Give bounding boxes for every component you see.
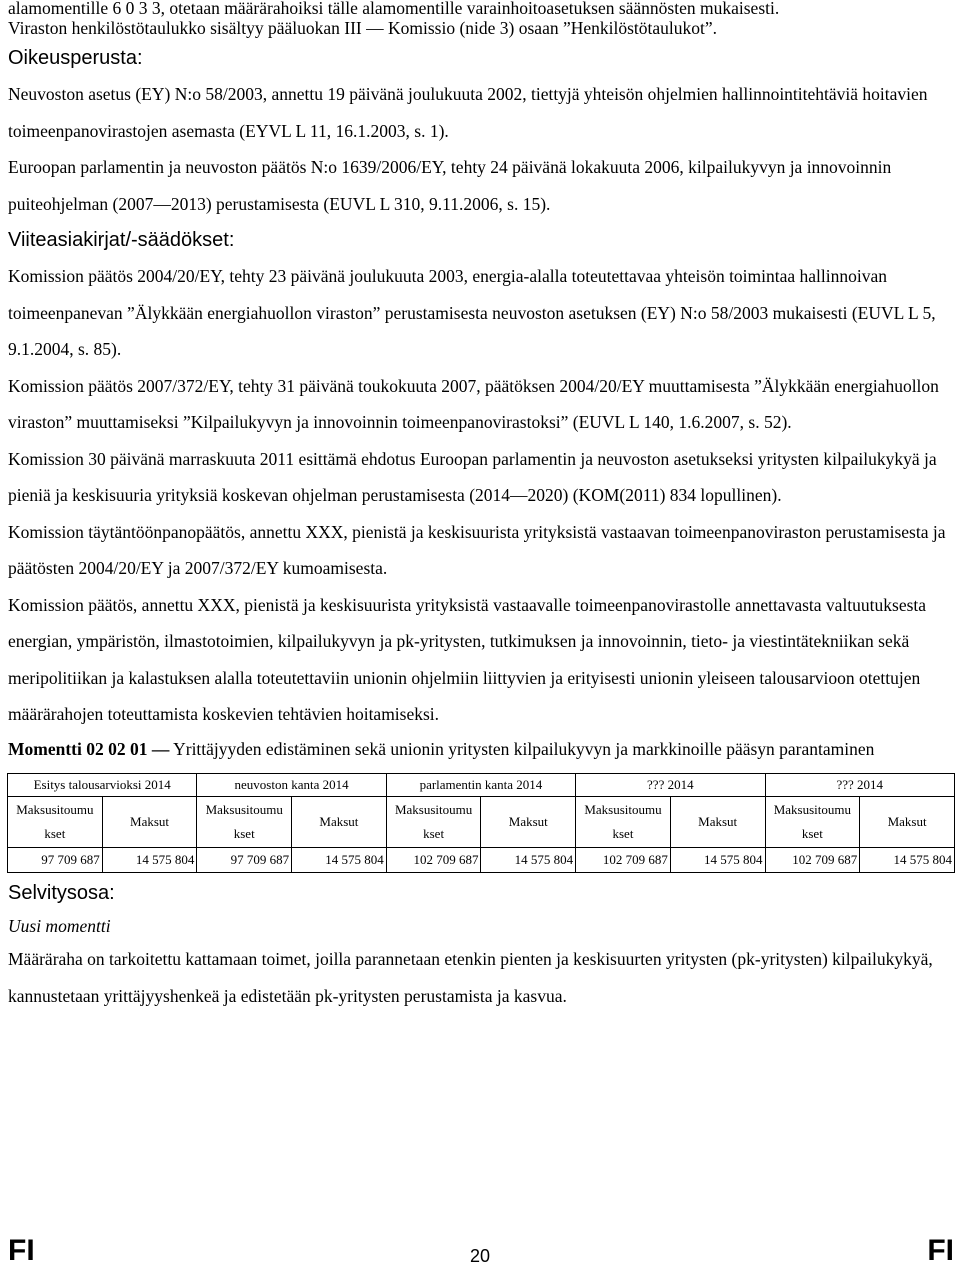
paragraph-reference-2: Komission päätös 2007/372/EY, tehty 31 päivänä toukokuuta 2007, päätöksen 2004/20/EY muuttamisesta ”Älykkään energiahuollon viraston” muuttamiseksi ”Kilpailukyvyn ja innovoinnin toimeenpanovirastoksi” (EUVL L 140, 1.6.2007, s. 52). xyxy=(8,375,939,432)
budget-value-cell: 14 575 804 xyxy=(102,848,197,873)
item-title: Yrittäjyyden edistäminen sekä unionin yritysten kilpailukyvyn ja markkinoille pääsyn parantaminen xyxy=(173,738,875,759)
budget-payments-header: Maksut xyxy=(860,797,955,848)
item-dash: — xyxy=(151,738,170,759)
document-body xyxy=(8,0,954,733)
paragraph-intro-2: Viraston henkilöstötaulukko sisältyy pääluokan III — Komissio (nide 3) osaan ”Henkilöstötaulukot”. xyxy=(8,18,718,38)
budget-value-cell: 97 709 687 xyxy=(197,848,292,873)
page-number: 20 xyxy=(469,1246,491,1266)
document-page xyxy=(8,0,954,1014)
remarks-text: Määräraha on tarkoitettu kattamaan toimet, joilla parannetaan etenkin pienten ja keskisuurten yritysten (pk-yritysten) kilpailukykyä, kannustetaan yrittäjyyshenkeä ja edistetään pk-yritysten perustamista ja kasvua. xyxy=(8,949,933,1006)
budget-commitments-header: Maksusitoumu kset xyxy=(8,797,103,848)
budget-value-cell: 14 575 804 xyxy=(481,848,576,873)
budget-subheader-row xyxy=(8,797,955,848)
remarks-heading: Selvitysosa: xyxy=(8,882,115,904)
paragraph-reference-4: Komission täytäntöönpanopäätös, annettu XXX, pienistä ja keskisuurista yrityksistä vastaavan toimeenpanoviraston perustamisesta ja päätösten 2004/20/EY ja 2007/372/EY kumoamisesta. xyxy=(8,521,946,578)
paragraph-legal-basis-2: Euroopan parlamentin ja neuvoston päätös N:o 1639/2006/EY, tehty 24 päivänä lokakuuta 2006, kilpailukyvyn ja innovoinnin puiteohjelman (2007—2013) perustamisesta (EUVL L 310, 9.11.2006, s. 15). xyxy=(8,157,892,214)
budget-table xyxy=(7,773,955,873)
paragraph-intro-1: alamomentille 6 0 3 3, otetaan määrärahoiksi tälle alamomentille varainhoitoasetuksen säännösten mukaisesti. xyxy=(8,0,780,18)
item-code: Momentti 02 02 01 xyxy=(8,738,148,759)
budget-header-row xyxy=(8,774,955,797)
budget-payments-header: Maksut xyxy=(292,797,387,848)
item-heading xyxy=(8,731,954,768)
footer-language-right: FI xyxy=(927,1234,954,1267)
page-footer xyxy=(0,1232,960,1270)
paragraph-reference-1: Komission päätös 2004/20/EY, tehty 23 päivänä joulukuuta 2003, energia-alalla toteutettavaa yhteisön toimintaa hallinnoivan toimeenpanevan ”Älykkään energiahuollon viraston” perustamisesta neuvoston asetuksen (EY) N:o 58/2003 mukaisesti (EUVL L 5, 9.1.2004, s. 85). xyxy=(8,266,936,359)
budget-commitments-header: Maksusitoumu kset xyxy=(765,797,860,848)
budget-value-cell: 14 575 804 xyxy=(860,848,955,873)
paragraph-heading-legal-basis: Oikeusperusta: xyxy=(8,47,143,69)
budget-value-cell: 102 709 687 xyxy=(765,848,860,873)
remarks-subheading: Uusi momentti xyxy=(8,916,111,936)
budget-column-group: ??? 2014 xyxy=(576,774,765,797)
paragraph-reference-5: Komission päätös, annettu XXX, pienistä ja keskisuurista yrityksistä vastaavalle toimeenpanovirastolle annettavasta valtuutuksesta energian, ympäristön, ilmastotoimien, kilpailukyvyn ja pk-yritysten, tutkimuksen ja innovoinnin, tieto- ja viestintätekniikan sekä meripolitiikan ja kalastuksen alalla toteutettaviin unionin ohjelmiin liittyvien ja erityisesti unionin yleiseen talousarvioon otettujen määrärahojen toteuttamista koskevien tehtävien hoitamiseksi. xyxy=(8,594,927,724)
budget-value-cell: 14 575 804 xyxy=(670,848,765,873)
budget-column-group: parlamentin kanta 2014 xyxy=(386,774,575,797)
paragraph-reference-3: Komission 30 päivänä marraskuuta 2011 esittämä ehdotus Euroopan parlamentin ja neuvoston asetukseksi yritysten kilpailukykyä ja pieniä ja keskisuuria yrityksiä koskevan ohjelman perustamisesta (2014—2020) (KOM(2011) 834 lopullinen). xyxy=(8,448,937,505)
budget-value-cell: 97 709 687 xyxy=(8,848,103,873)
budget-payments-header: Maksut xyxy=(102,797,197,848)
budget-commitments-header: Maksusitoumu kset xyxy=(197,797,292,848)
budget-commitments-header: Maksusitoumu kset xyxy=(386,797,481,848)
budget-value-cell: 102 709 687 xyxy=(576,848,671,873)
budget-value-cell: 102 709 687 xyxy=(386,848,481,873)
budget-column-group: ??? 2014 xyxy=(765,774,955,797)
paragraph-legal-basis-1: Neuvoston asetus (EY) N:o 58/2003, annettu 19 päivänä joulukuuta 2002, tiettyjä yhteisön ohjelmien hallinnointitehtäviä hoitavien toimeenpanovirastojen asemasta (EYVL L 11, 16.1.2003, s. 1). xyxy=(8,84,928,141)
paragraph-heading-reference-acts: Viiteasiakirjat/-säädökset: xyxy=(8,229,235,251)
budget-payments-header: Maksut xyxy=(670,797,765,848)
budget-values-row xyxy=(8,848,955,873)
budget-payments-header: Maksut xyxy=(481,797,576,848)
footer-language-left: FI xyxy=(8,1234,35,1267)
budget-value-cell: 14 575 804 xyxy=(292,848,387,873)
budget-column-group: neuvoston kanta 2014 xyxy=(197,774,386,797)
budget-column-group: Esitys talousarvioksi 2014 xyxy=(8,774,197,797)
budget-commitments-header: Maksusitoumu kset xyxy=(576,797,671,848)
